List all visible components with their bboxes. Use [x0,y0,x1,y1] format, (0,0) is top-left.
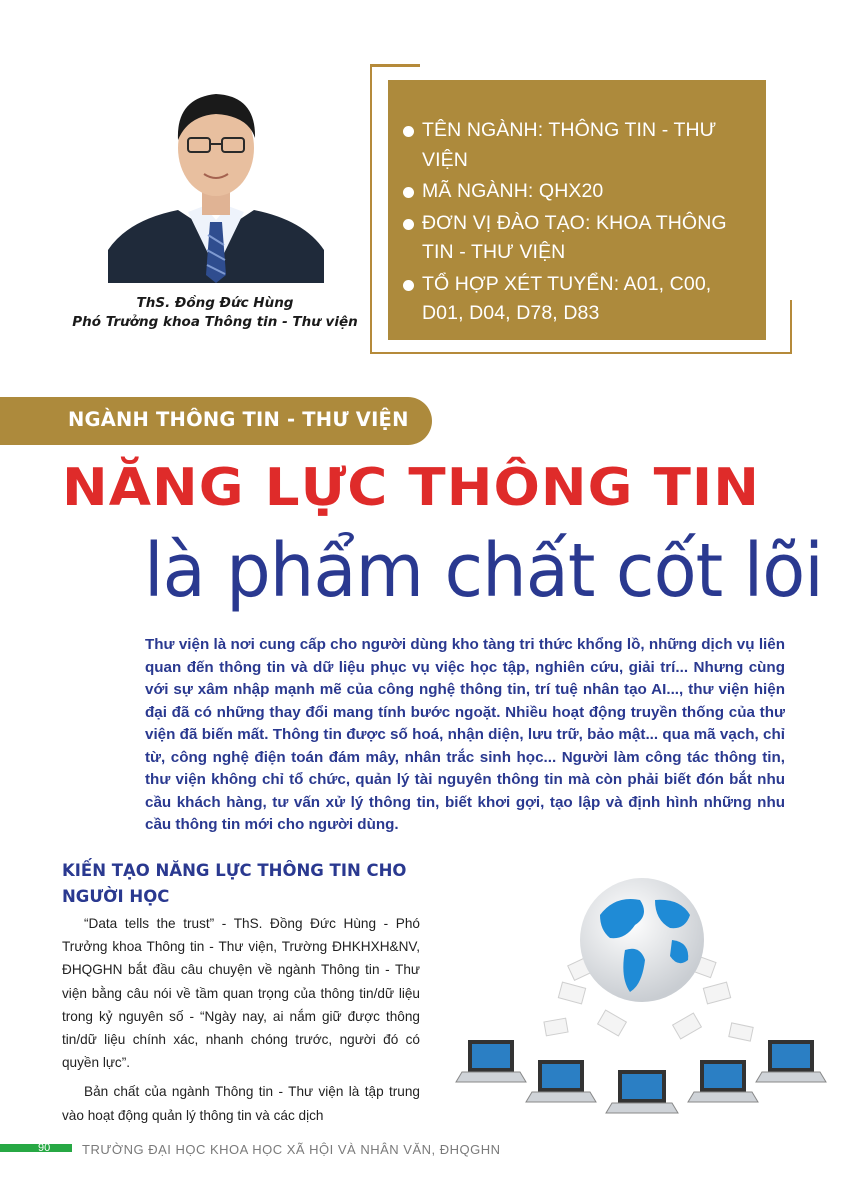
info-item-program-name [402,116,754,175]
footer-accent-bar [0,1144,72,1152]
body-text-column [62,912,420,1133]
body-paragraph-1: “Data tells the trust” - ThS. Đồng Đức Hùng - Phó Trưởng khoa Thông tin - Thư viện, Trường ĐHKHXH&NV, ĐHQGHN bắt đầu câu chuyện về ngành Thông tin - Thư viện bằng câu nói về tầm quan trọng của thông tin/dữ liệu trong kỷ nguyên số - “Ngày nay, ai nắm giữ được thông tin/dữ liệu chính xác, nhanh chóng trước, người đó có quyền lực”. [62,916,420,1071]
bullet-icon [403,219,414,230]
program-info-list [402,116,754,331]
headline-line-1: NĂNG LỰC THÔNG TIN [62,458,760,518]
info-item-training-unit [402,209,754,268]
portrait-photo [108,60,324,283]
page-number: 90 [38,1142,51,1154]
info-item-program-code [402,177,754,207]
globe-network-illustration [450,860,835,1120]
program-info-box [388,80,766,340]
info-item-text: MÃ NGÀNH: QHX20 [422,180,604,202]
info-box-frame-top [370,64,420,67]
section-tag [0,397,432,445]
photo-caption-role: Phó Trưởng khoa Thông tin - Thư viện [72,314,358,330]
body-paragraph-2: Bản chất của ngành Thông tin - Thư viện là tập trung vào hoạt động quản lý thông tin và các dịch [62,1084,420,1123]
info-box-frame-right [790,300,793,354]
section-sub-heading: KIẾN TẠO NĂNG LỰC THÔNG TIN CHO NGƯỜI HỌC [62,861,407,906]
section-tag-label: NGÀNH THÔNG TIN - THƯ VIỆN [68,408,409,431]
info-item-text: ĐƠN VỊ ĐÀO TẠO: KHOA THÔNG TIN - THƯ VIỆN [422,211,727,263]
bullet-icon [403,280,414,291]
intro-paragraph: Thư viện là nơi cung cấp cho người dùng kho tàng tri thức khổng lồ, những dịch vụ liên quan đến thông tin và dữ liệu phục vụ việc học tập, nghiên cứu, giải trí... Nhưng cùng với sự xâm nhập mạnh mẽ của công nghệ thông tin, trí tuệ nhân tạo AI..., thư viện hiện đại đã có những thay đổi mang tính bước ngoặt. Nhiều hoạt động truyền thống của thư viện đã biến mất. Thông tin được số hoá, nhận diện, lưu trữ, bảo mật... qua mã vạch, chỉ từ, công nghệ điện toán đám mây, nhân trắc sinh học... Người làm công tác thông tin, thư viện không chỉ tổ chức, quản lý tài nguyên thông tin mà còn phải biết đón bắt nhu cầu khách hàng, tư vấn xử lý thông tin, biết khơi gợi, tạo lập và định hình những nhu cầu thông tin mới cho người dùng. [145,636,785,833]
bullet-icon [403,126,414,137]
bullet-icon [403,187,414,198]
headline-line-2: là phẩm chất cốt lõi [144,528,823,614]
footer-publisher-text: TRƯỜNG ĐẠI HỌC KHOA HỌC XÃ HỘI VÀ NHÂN VĂN, ĐHQGHN [82,1142,501,1157]
photo-caption-name: ThS. Đồng Đức Hùng [136,295,294,311]
info-item-text: TÊN NGÀNH: THÔNG TIN - THƯ VIỆN [422,119,717,171]
info-item-text: TỔ HỢP XÉT TUYỂN: A01, C00, D01, D04, D78, D83 [422,272,712,324]
info-item-subject-groups [402,270,754,329]
